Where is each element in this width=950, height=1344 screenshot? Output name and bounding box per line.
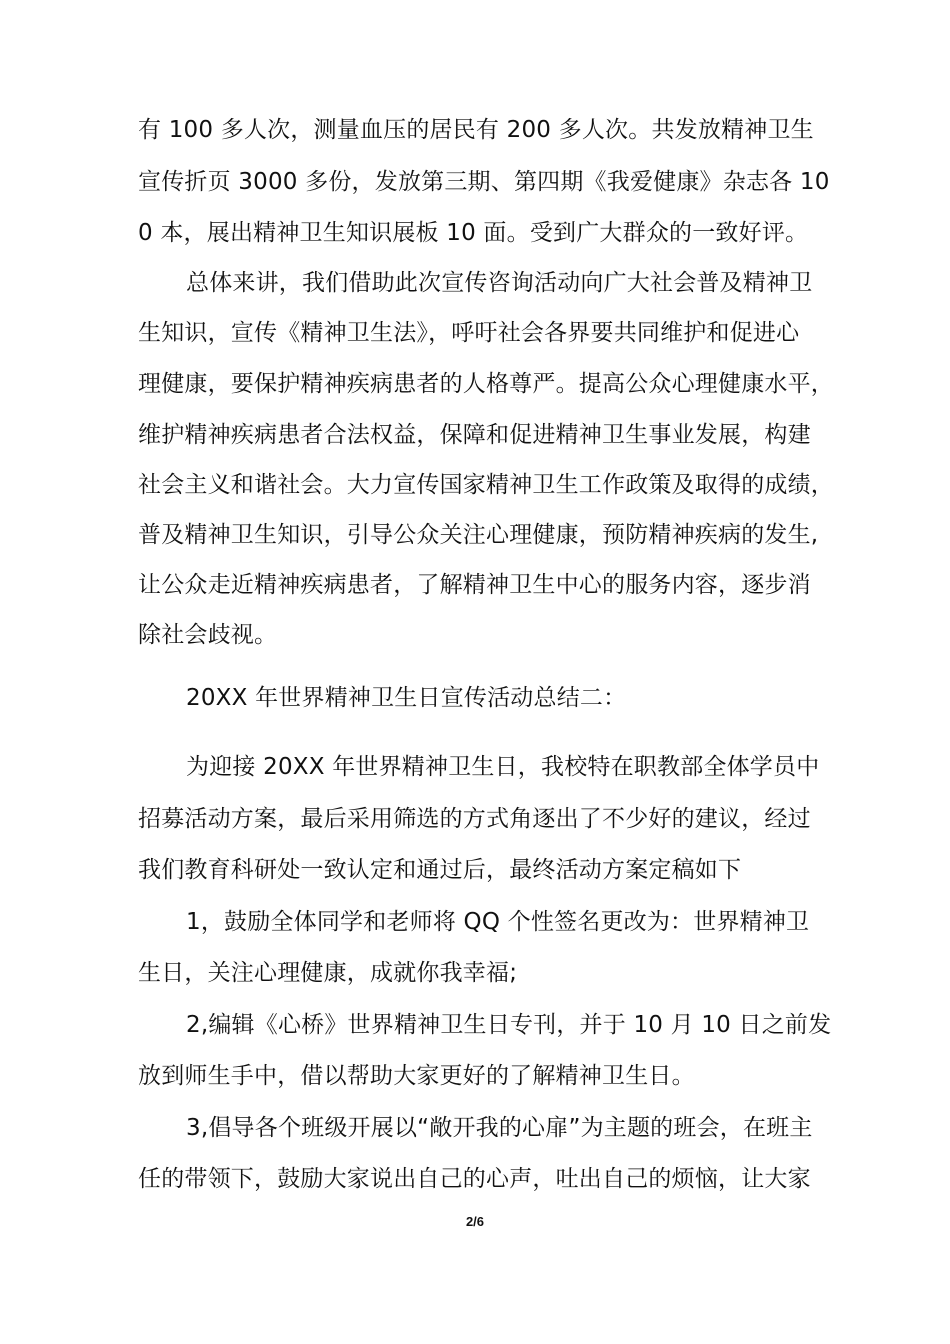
- text-line: 生日，关注心理健康，成就你我幸福;: [138, 960, 518, 986]
- text-line: 让公众走近精神疾病患者，了解精神卫生中心的服务内容，逐步消: [138, 572, 811, 598]
- list-item: 2,编辑《心桥》世界精神卫生日专刊，并于 10 月 10 日之前发: [186, 1012, 832, 1038]
- list-item: 1，鼓励全体同学和老师将 QQ 个性签名更改为：世界精神卫: [186, 909, 810, 935]
- text-line: 社会主义和谐社会。大力宣传国家精神卫生工作政策及取得的成绩，: [138, 472, 834, 498]
- text-line: 宣传折页 3000 多份，发放第三期、第四期《我爱健康》杂志各 10: [138, 169, 830, 195]
- paragraph-start: 总体来讲，我们借助此次宣传咨询活动向广大社会普及精神卫: [186, 270, 813, 296]
- text-line: 除社会歧视。: [138, 622, 278, 648]
- text-line: 招募活动方案，最后采用筛选的方式角逐出了不少好的建议，经过: [138, 806, 811, 832]
- text-line: 0 本，展出精神卫生知识展板 10 面。受到广大群众的一致好评。: [138, 220, 809, 246]
- text-line: 任的带领下，鼓励大家说出自己的心声，吐出自己的烦恼，让大家: [138, 1166, 811, 1192]
- text-line: 放到师生手中，借以帮助大家更好的了解精神卫生日。: [138, 1063, 695, 1089]
- text-line: 维护精神疾病患者合法权益，保障和促进精神卫生事业发展，构建: [138, 422, 811, 448]
- text-line: 有 100 多人次，测量血压的居民有 200 多人次。共发放精神卫生: [138, 117, 814, 143]
- list-item: 3,倡导各个班级开展以“敞开我的心扉”为主题的班会，在班主: [186, 1115, 813, 1141]
- page-number: 2/6: [465, 1214, 485, 1229]
- paragraph-start: 为迎接 20XX 年世界精神卫生日，我校特在职教部全体学员中: [186, 754, 820, 780]
- text-line: 我们教育科研处一致认定和通过后，最终活动方案定稿如下: [138, 857, 742, 883]
- section-heading: 20XX 年世界精神卫生日宣传活动总结二：: [186, 685, 627, 711]
- text-line: 普及精神卫生知识，引导公众关注心理健康，预防精神疾病的发生,: [138, 522, 819, 548]
- text-line: 生知识，宣传《精神卫生法》，呼吁社会各界要共同维护和促进心: [138, 320, 800, 346]
- text-line: 理健康，要保护精神疾病患者的人格尊严。提高公众心理健康水平，: [138, 371, 834, 397]
